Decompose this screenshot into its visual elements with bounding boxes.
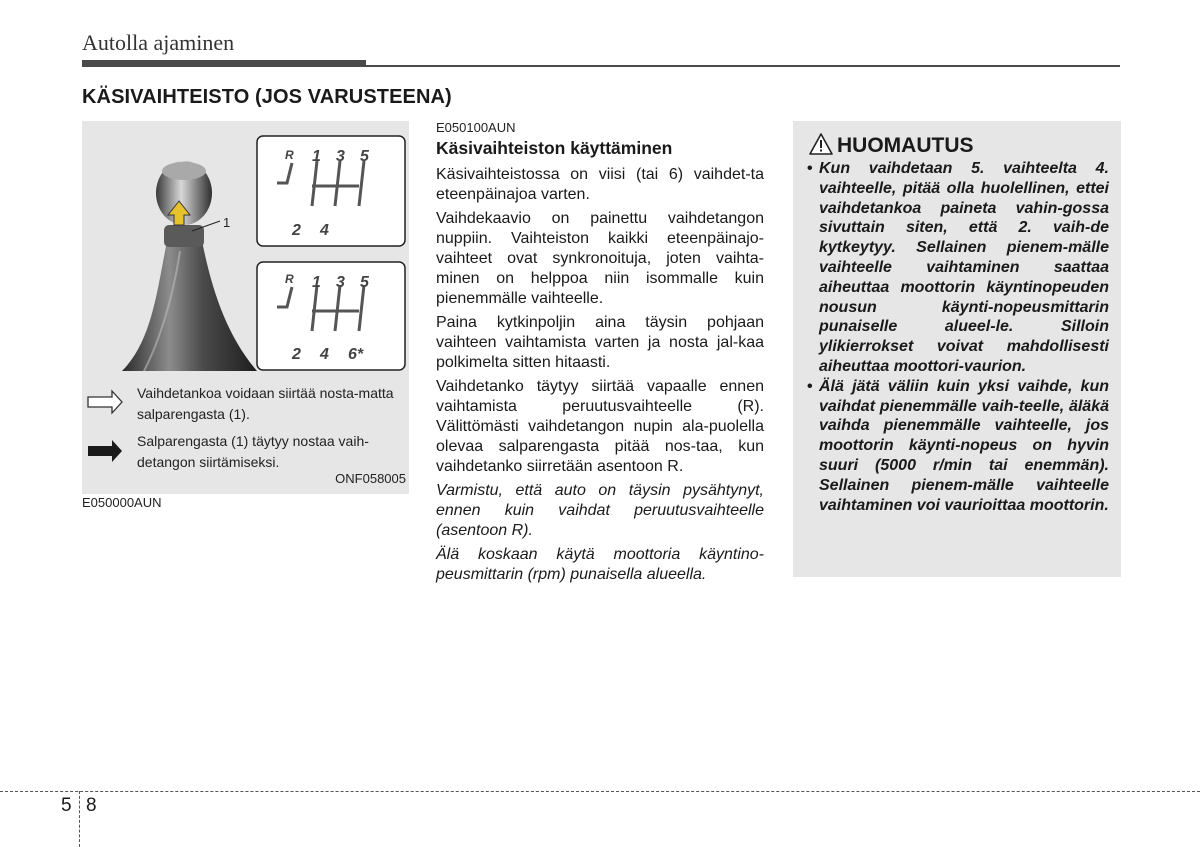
- middle-column: [436, 120, 764, 589]
- legend-text-outline-arrow: Vaihdetankoa voidaan siirtää nosta-matta salparengasta (1).: [137, 385, 394, 422]
- paragraph: Käsivaihteistossa on viisi (tai 6) vaihdet-ta eteenpäinajoa varten.: [436, 166, 764, 203]
- gear-label: 3: [336, 274, 345, 291]
- paragraph: Vaihdetanko täytyy siirtää vapaalle ennen vaihtamista peruutusvaihteelle (R). Välittömästi vaihdetangon nupin ala-puolella olevaa salparengasta pitää nos-taa, kun vaihdetanko siirretään asentoon R.: [436, 378, 764, 475]
- italic-paragraph: Varmistu, että auto on täysin pysähtynyt, ennen kuin vaihdat peruutusvaihteelle (asentoon R).: [436, 482, 764, 539]
- solid-arrow-icon: [88, 440, 122, 462]
- header-rule-thin: [366, 65, 1120, 67]
- section-number: 5: [61, 795, 72, 816]
- gear-shift-figure: [82, 121, 409, 494]
- notice-item-text: Älä jätä väliin kuin yksi vaihde, kun vaihdat pienemmälle vaih-teelle, äläkä vaihda pienemmälle vaihteelle, jos moottorin käynti-nopeus on hyvin suuri (5000 r/min tai enemmän). Sellainen pienem-mälle vaihteelle vaihtaminen voi vaurioittaa moottorin.: [819, 377, 1109, 514]
- shift-pattern-6-speed: [257, 262, 405, 370]
- gear-label: 6*: [348, 346, 364, 363]
- gear-label-r: R: [285, 272, 294, 286]
- subheading: Käsivaihteiston käyttäminen: [436, 138, 673, 158]
- footer-rule: [0, 791, 1200, 792]
- footer-divider: [79, 791, 80, 847]
- section-code-left: E050000AUN: [82, 495, 162, 510]
- gear-label: 3: [336, 148, 345, 165]
- warning-triangle-icon: [809, 133, 833, 155]
- header-rule-thick: [82, 60, 366, 67]
- section-heading: KÄSIVAIHTEISTO (JOS VARUSTEENA): [82, 86, 452, 108]
- gear-label: 4: [320, 346, 329, 363]
- callout-label: 1: [223, 215, 231, 230]
- paragraph: Paina kytkinpoljin aina täysin pohjaan vaihteen vaihtamista varten ja nosta jal-kaa polkimelta sitten hitaasti.: [436, 314, 764, 371]
- page-number: 8: [86, 795, 97, 816]
- gear-label: 2: [292, 222, 301, 239]
- bullet-icon: •: [807, 377, 813, 395]
- gear-label: 5: [360, 274, 369, 291]
- notice-title: HUOMAUTUS: [837, 134, 974, 157]
- bullet-icon: •: [807, 160, 813, 177]
- notice-item-text: Kun vaihdetaan 5. vaihteelta 4. vaihteelle, pitää olla huolellinen, ettei vaihdetankoa paineta vahin-gossa sivuttain siten, että 2. vaih-de kytkeytyy. Sellainen pienem-mälle vaihteelle vaihtaminen saattaa aiheuttaa moottorin käyntinopeuden nousun käynti-nopeusmittarin punaiselle alueel-le. Silloin ylikierrokset voivat mahdollisesti aiheuttaa moottori-vaurion.: [819, 160, 1109, 375]
- gear-label: 5: [360, 148, 369, 165]
- shift-pattern-5-speed: [257, 136, 405, 246]
- figure-code: ONF058005: [335, 471, 406, 486]
- legend-text-solid-arrow: Salparengasta (1) täytyy nostaa vaih-detangon siirtämiseksi.: [137, 433, 369, 470]
- gear-label: 1: [312, 274, 321, 291]
- italic-paragraph: Älä koskaan käytä moottoria käyntino-peusmittarin (rpm) punaisella alueella.: [436, 546, 764, 583]
- paragraph: Vaihdekaavio on painettu vaihdetangon nuppiin. Vaihteiston kaikki eteenpäinajo-vaihteet ovat synkronoituja, joten vaihta-minen on helppoa niin isommalle kuin pienemmälle vaihteelle.: [436, 210, 764, 307]
- gear-label: 2: [292, 346, 301, 363]
- notice-box: [793, 121, 1121, 577]
- gear-label: 4: [320, 222, 329, 239]
- chapter-title: Autolla ajaminen: [82, 30, 235, 55]
- gear-label: 1: [312, 148, 321, 165]
- section-code-middle: E050100AUN: [436, 120, 516, 135]
- gear-label-r: R: [285, 148, 294, 162]
- notice-list: [807, 159, 1109, 515]
- notice-item: [807, 377, 1109, 516]
- notice-item: [807, 159, 1109, 377]
- outline-arrow-icon: [88, 391, 122, 413]
